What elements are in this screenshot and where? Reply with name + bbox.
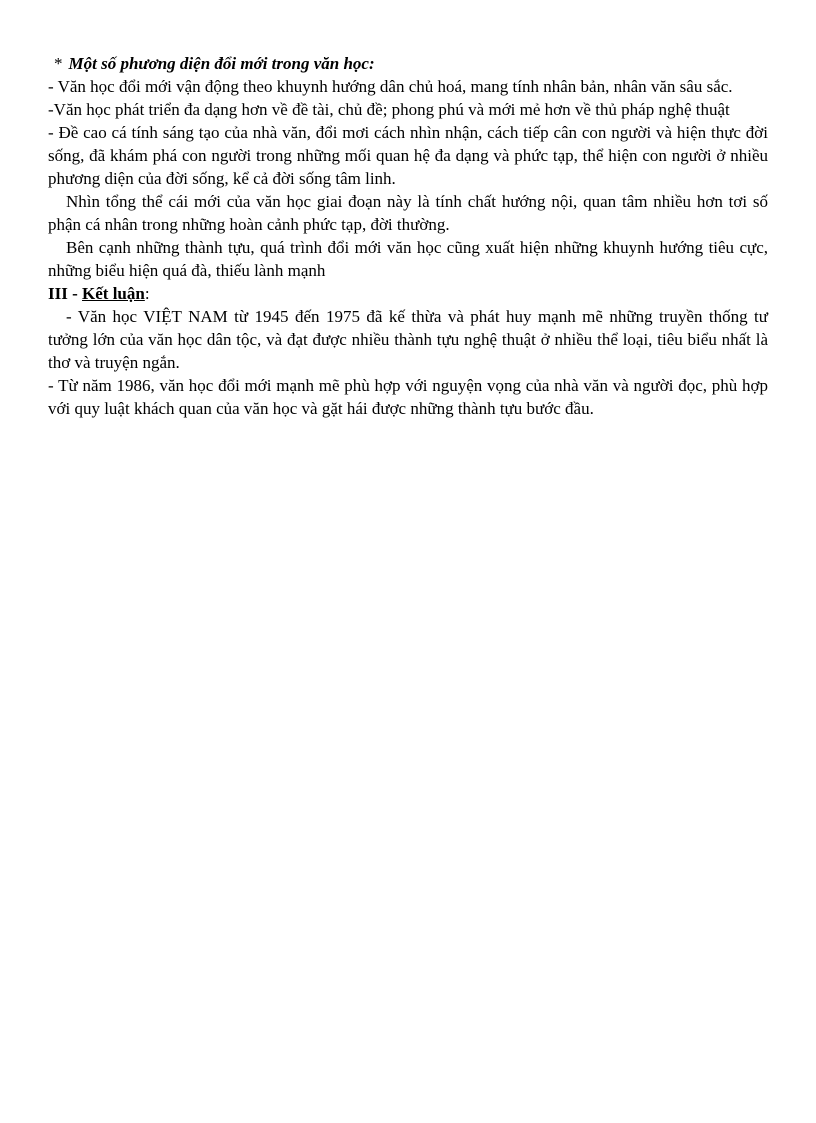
paragraph-creativity: - Đề cao cá tính sáng tạo của nhà văn, đổi mơi cách nhìn nhận, cách tiếp cân con người và hiện thực đời sống, đã khám phá con người trong những mối quan hệ đa dạng và phức tạp, thể hiện con người ở nhiều phương diện của đời sống, kể cả đời sống tâm linh.: [48, 123, 768, 188]
section-colon: :: [144, 284, 150, 303]
paragraph-conclusion-1986: - Từ năm 1986, văn học đổi mới mạnh mẽ phù hợp với nguyện vọng của nhà văn và người đọc, phù hợp với quy luật khách quan của văn học và gặt hái được những thành tựu bước đầu.: [48, 376, 768, 418]
paragraph-conclusion-1945-1975: - Văn học VIỆT NAM từ 1945 đến 1975 đã kế thừa và phát huy mạnh mẽ những truyền thống tư tưởng lớn của văn học dân tộc, và đạt được nhiều thành tựu nghệ thuật ở nhiều thể loại, tiêu biểu nhất là thơ và truyện ngắn.: [48, 307, 768, 372]
section-label: Kết luận: [82, 284, 145, 303]
subsection-heading-text: Một số phương diện đổi mới trong văn học:: [68, 54, 375, 73]
paragraph-overview: Nhìn tổng thể cái mới của văn học giai đoạn này là tính chất hướng nội, quan tâm nhiều hơn tơi số phận cá nhân trong những hoàn cảnh phức tạp, đời thường.: [48, 192, 768, 234]
subsection-heading: [48, 52, 768, 75]
paragraph-diversity: -Văn học phát triển đa dạng hơn về đề tài, chủ đề; phong phú và mới mẻ hơn về thủ pháp nghệ thuật: [48, 100, 730, 119]
section-numeral: III -: [48, 284, 83, 303]
document-page: [48, 52, 768, 420]
bullet-marker: *: [54, 54, 63, 73]
paragraph-democratization: - Văn học đổi mới vận động theo khuynh hướng dân chủ hoá, mang tính nhân bản, nhân văn sâu sắc.: [48, 77, 733, 96]
paragraph-negative-trends: Bên cạnh những thành tựu, quá trình đổi mới văn học cũng xuất hiện những khuynh hướng tiêu cực, những biểu hiện quá đà, thiếu lành mạnh: [48, 238, 768, 280]
section-heading-conclusion: [48, 282, 768, 305]
